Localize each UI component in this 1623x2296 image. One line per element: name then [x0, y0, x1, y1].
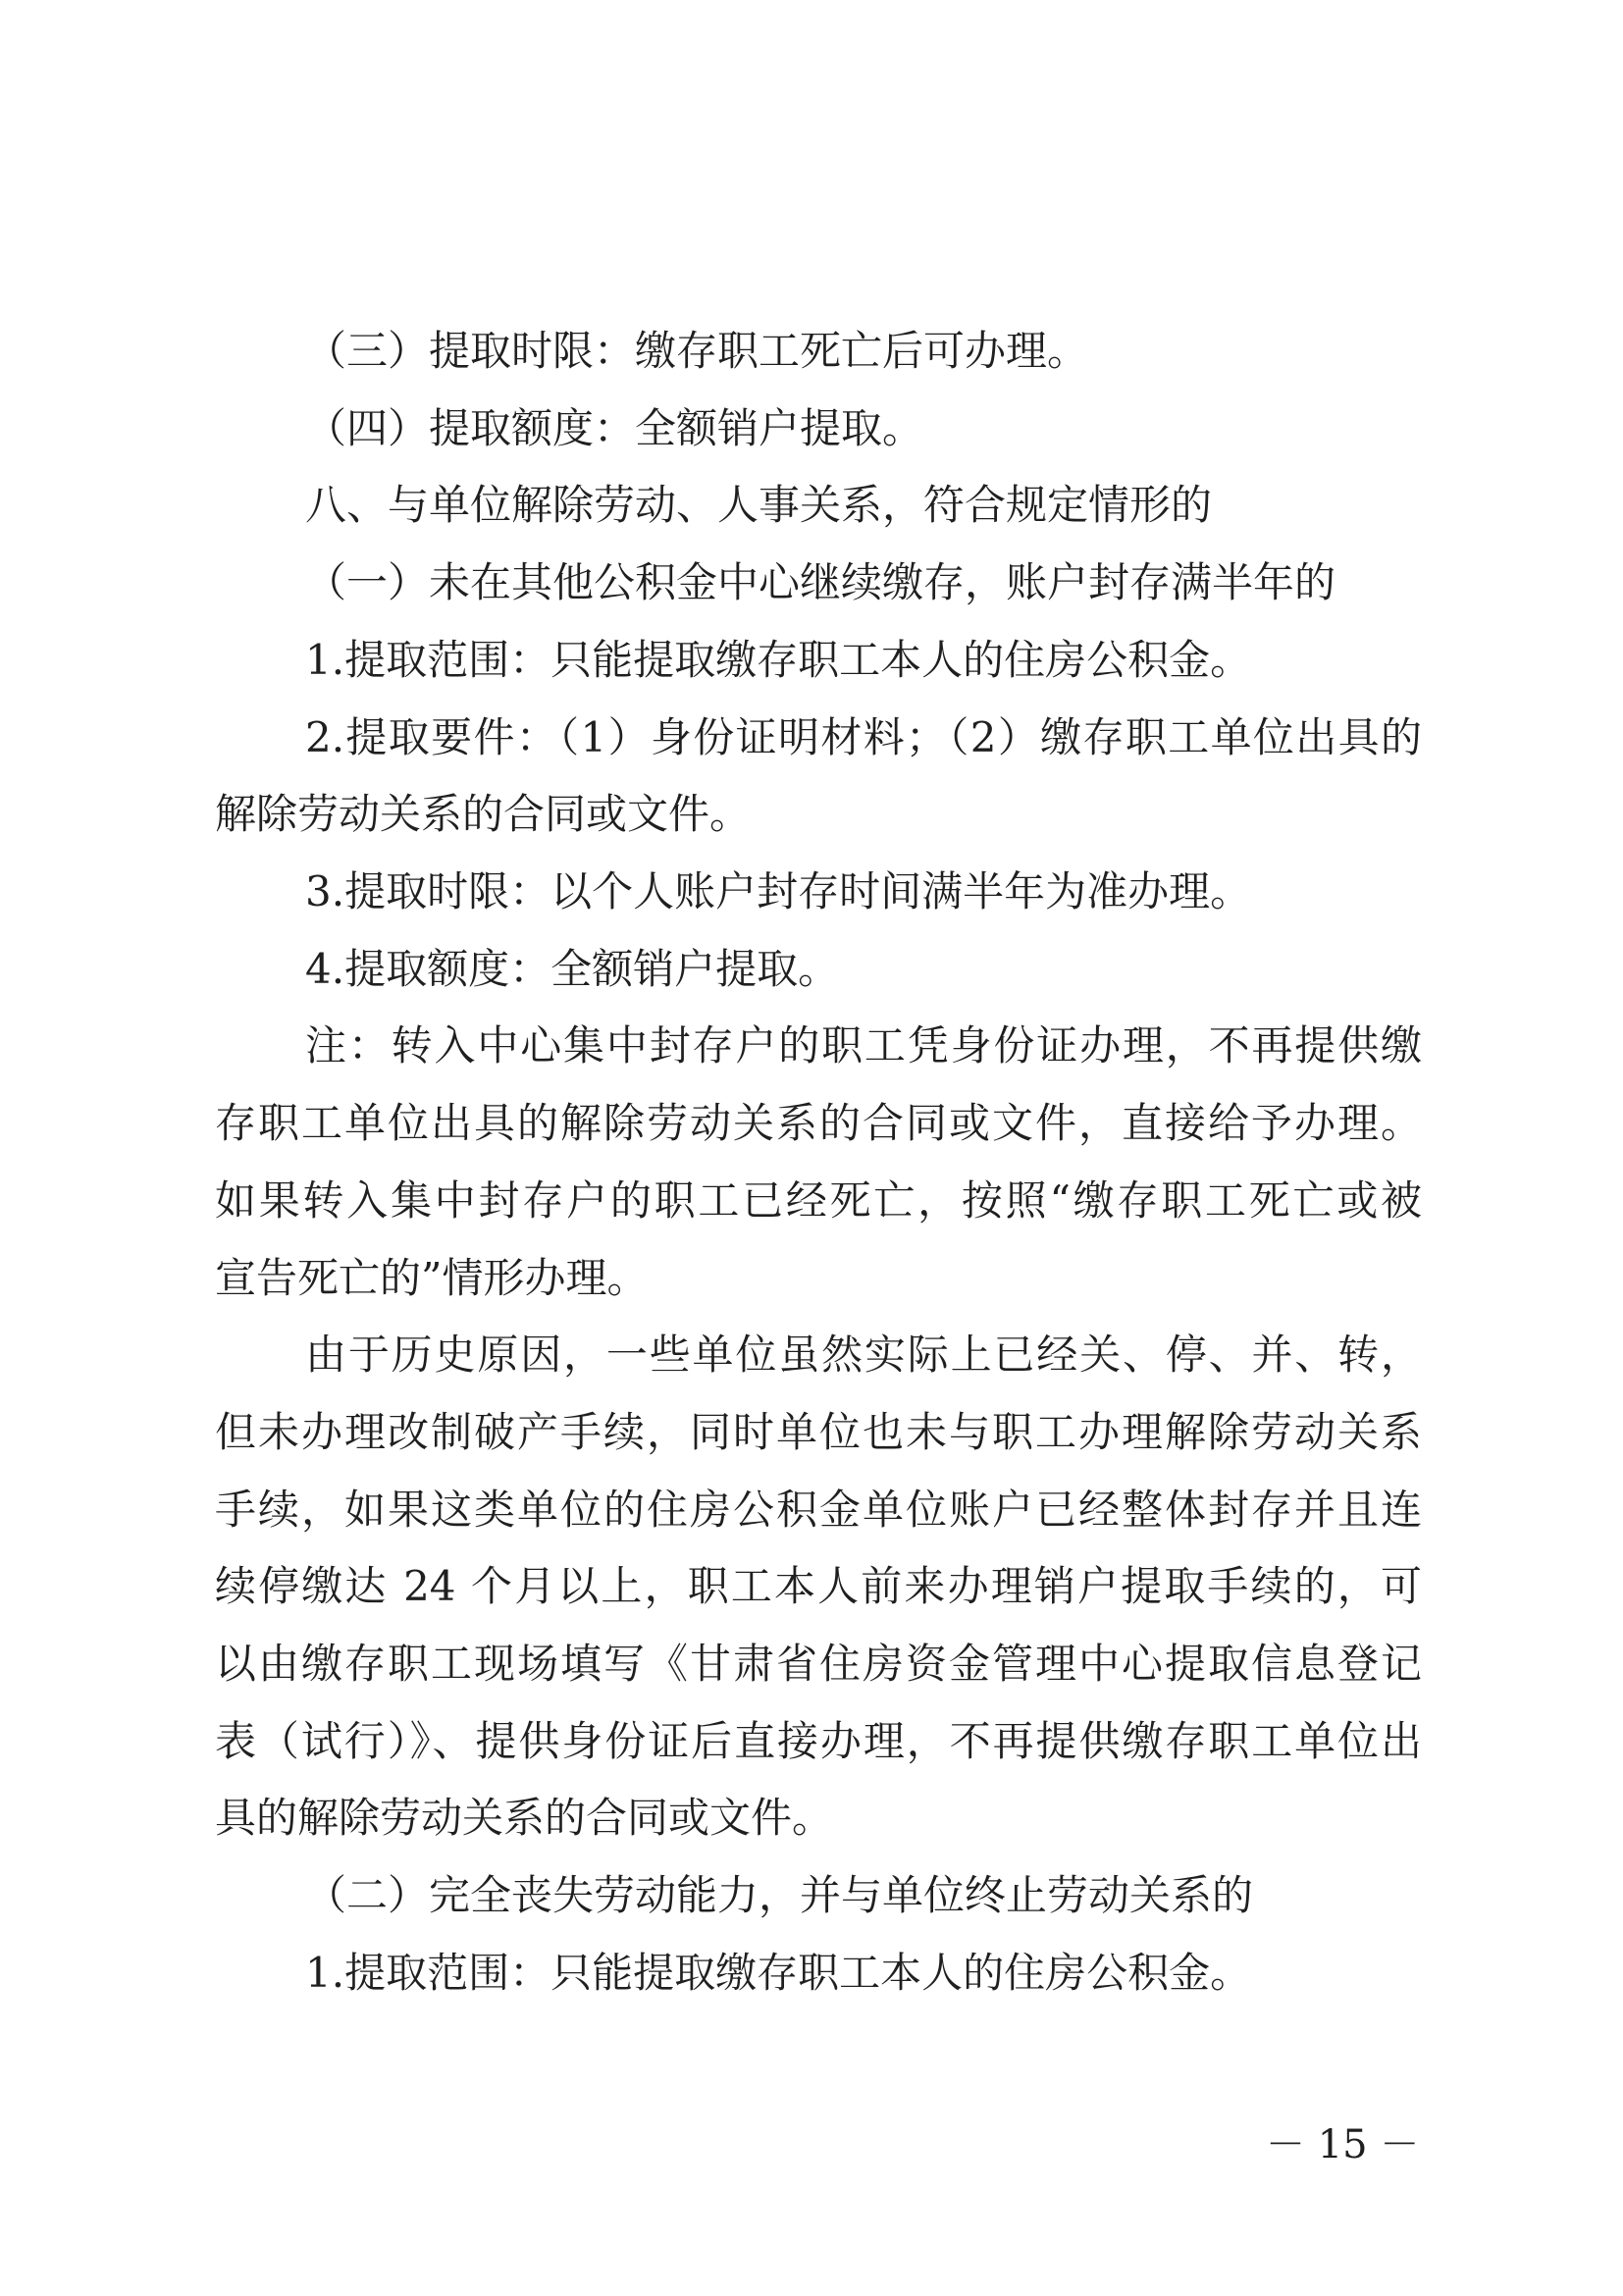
paragraph-line: 续停缴达 24 个月以上，职工本人前来办理销户提取手续的，可 — [215, 1562, 1422, 1610]
note-line: 注：转入中心集中封存户的职工凭身份证办理，不再提供缴 — [305, 1021, 1422, 1070]
paragraph-line: 3.提取时限：以个人账户封存时间满半年为准办理。 — [305, 867, 1252, 915]
section-heading: 八、与单位解除劳动、人事关系，符合规定情形的 — [305, 481, 1213, 529]
subsection-heading: （二）完全丧失劳动能力，并与单位终止劳动关系的 — [305, 1871, 1254, 1919]
paragraph-line: 手续，如果这类单位的住房公积金单位账户已经整体封存并且连 — [215, 1486, 1422, 1534]
paragraph-line: 以由缴存职工现场填写《甘肃省住房资金管理中心提取信息登记 — [215, 1640, 1422, 1688]
paragraph-line: 但未办理改制破产手续，同时单位也未与职工办理解除劳动关系 — [215, 1408, 1422, 1456]
page-number: － 15 － — [1266, 2122, 1420, 2167]
paragraph-line: 1.提取范围：只能提取缴存职工本人的住房公积金。 — [305, 1949, 1252, 1997]
paragraph-line: （四）提取额度：全额销户提取。 — [305, 404, 924, 452]
note-line: 存职工单位出具的解除劳动关系的合同或文件，直接给予办理。 — [215, 1099, 1422, 1147]
note-line: 如果转入集中封存户的职工已经死亡，按照“缴存职工死亡或被 — [215, 1176, 1422, 1225]
subsection-heading: （一）未在其他公积金中心继续缴存，账户封存满半年的 — [305, 558, 1336, 606]
note-line: 宣告死亡的”情形办理。 — [215, 1254, 649, 1302]
paragraph-line: 1.提取范围：只能提取缴存职工本人的住房公积金。 — [305, 636, 1252, 684]
paragraph-line: 表（试行）》、提供身份证后直接办理，不再提供缴存职工单位出 — [215, 1717, 1422, 1765]
paragraph-line: （三）提取时限：缴存职工死亡后可办理。 — [305, 327, 1089, 375]
paragraph-line: 由于历史原因，一些单位虽然实际上已经关、停、并、转， — [305, 1331, 1422, 1379]
paragraph-line: 2.提取要件：（1）身份证明材料；（2）缴存职工单位出具的 — [305, 713, 1422, 761]
paragraph-line: 4.提取额度：全额销户提取。 — [305, 945, 840, 993]
paragraph-line: 解除劳动关系的合同或文件。 — [215, 790, 752, 838]
paragraph-line: 具的解除劳动关系的合同或文件。 — [215, 1794, 834, 1842]
